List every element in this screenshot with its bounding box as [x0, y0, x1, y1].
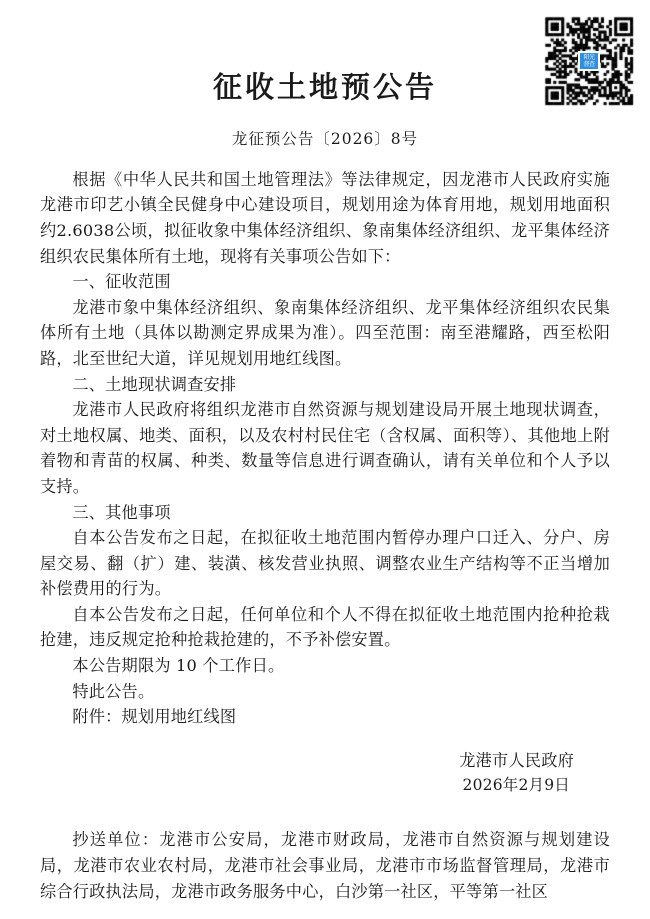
section-3-heading: 三、其他事项 [72, 502, 171, 522]
signature-organization: 龙港市人民政府 [459, 750, 574, 770]
document-title: 征收土地预公告 [212, 70, 437, 104]
section-2-heading: 二、土地现状调查安排 [72, 374, 237, 394]
qr-code-logo-text: 阳光 督查 [580, 53, 598, 69]
intro-paragraph: 根据《中华人民共和国土地管理法》等法律规定，因龙港市人民政府实施龙港市印艺小镇全民健身中心建设项目，规划用途为体育用地，规划用地面积约2.6038公顷，拟征收象中集体经济组织、象南集体经济组织、龙平集体经济组织农民集体所有土地，现将有关事项公告如下： [40, 169, 610, 266]
qr-code[interactable] [540, 12, 638, 110]
validity-period: 本公告期限为 10 个工作日。 [72, 656, 285, 676]
section-1-body: 龙港市象中集体经济组织、象南集体经济组织、龙平集体经济组织农民集体所有土地（具体以勘测定界成果为准）。四至范围：南至港耀路，西至松阳路，北至世纪大道，详见规划用地红线图。 [40, 297, 610, 368]
document-number: 龙征预公告〔2026〕8号 [231, 129, 419, 148]
section-1-heading: 一、征收范围 [72, 272, 171, 292]
attachment-line: 附件：规划用地红线图 [72, 707, 237, 727]
section-2-body: 龙港市人民政府将组织龙港市自然资源与规划建设局开展土地现状调查，对土地权属、地类、面积，以及农村村民住宅（含权属、面积等）、其他地上附着物和青苗的权属、种类、数量等信息进行调查确认，请有关单位和个人予以支持。 [40, 400, 610, 496]
qr-code-center-logo [578, 51, 600, 71]
copy-to-block [40, 827, 610, 904]
copy-to-list: 抄送单位：龙港市公安局，龙港市财政局，龙港市自然资源与规划建设局，龙港市农业农村局，龙港市社会事业局，龙港市市场监督管理局，龙港市综合行政执法局，龙港市政务服务中心，白沙第一社区，平等第一社区 [40, 830, 610, 901]
signature-block [40, 748, 610, 798]
section-3-body-2: 自本公告发布之日起，任何单位和个人不得在拟征收土地范围内抢种抢栽抢建，违反规定抢种抢栽抢建的，不予补偿安置。 [40, 604, 610, 650]
closing-statement: 特此公告。 [72, 681, 155, 701]
signature-date: 2026年2月9日 [462, 776, 570, 795]
document-body [40, 157, 610, 904]
section-3-body: 自本公告发布之日起，在拟征收土地范围内暂停办理户口迁入、分户、房屋交易、翻（扩）建、装潢、核发营业执照、调整农业生产结构等不正当增加补偿费用的行为。 [40, 528, 610, 599]
